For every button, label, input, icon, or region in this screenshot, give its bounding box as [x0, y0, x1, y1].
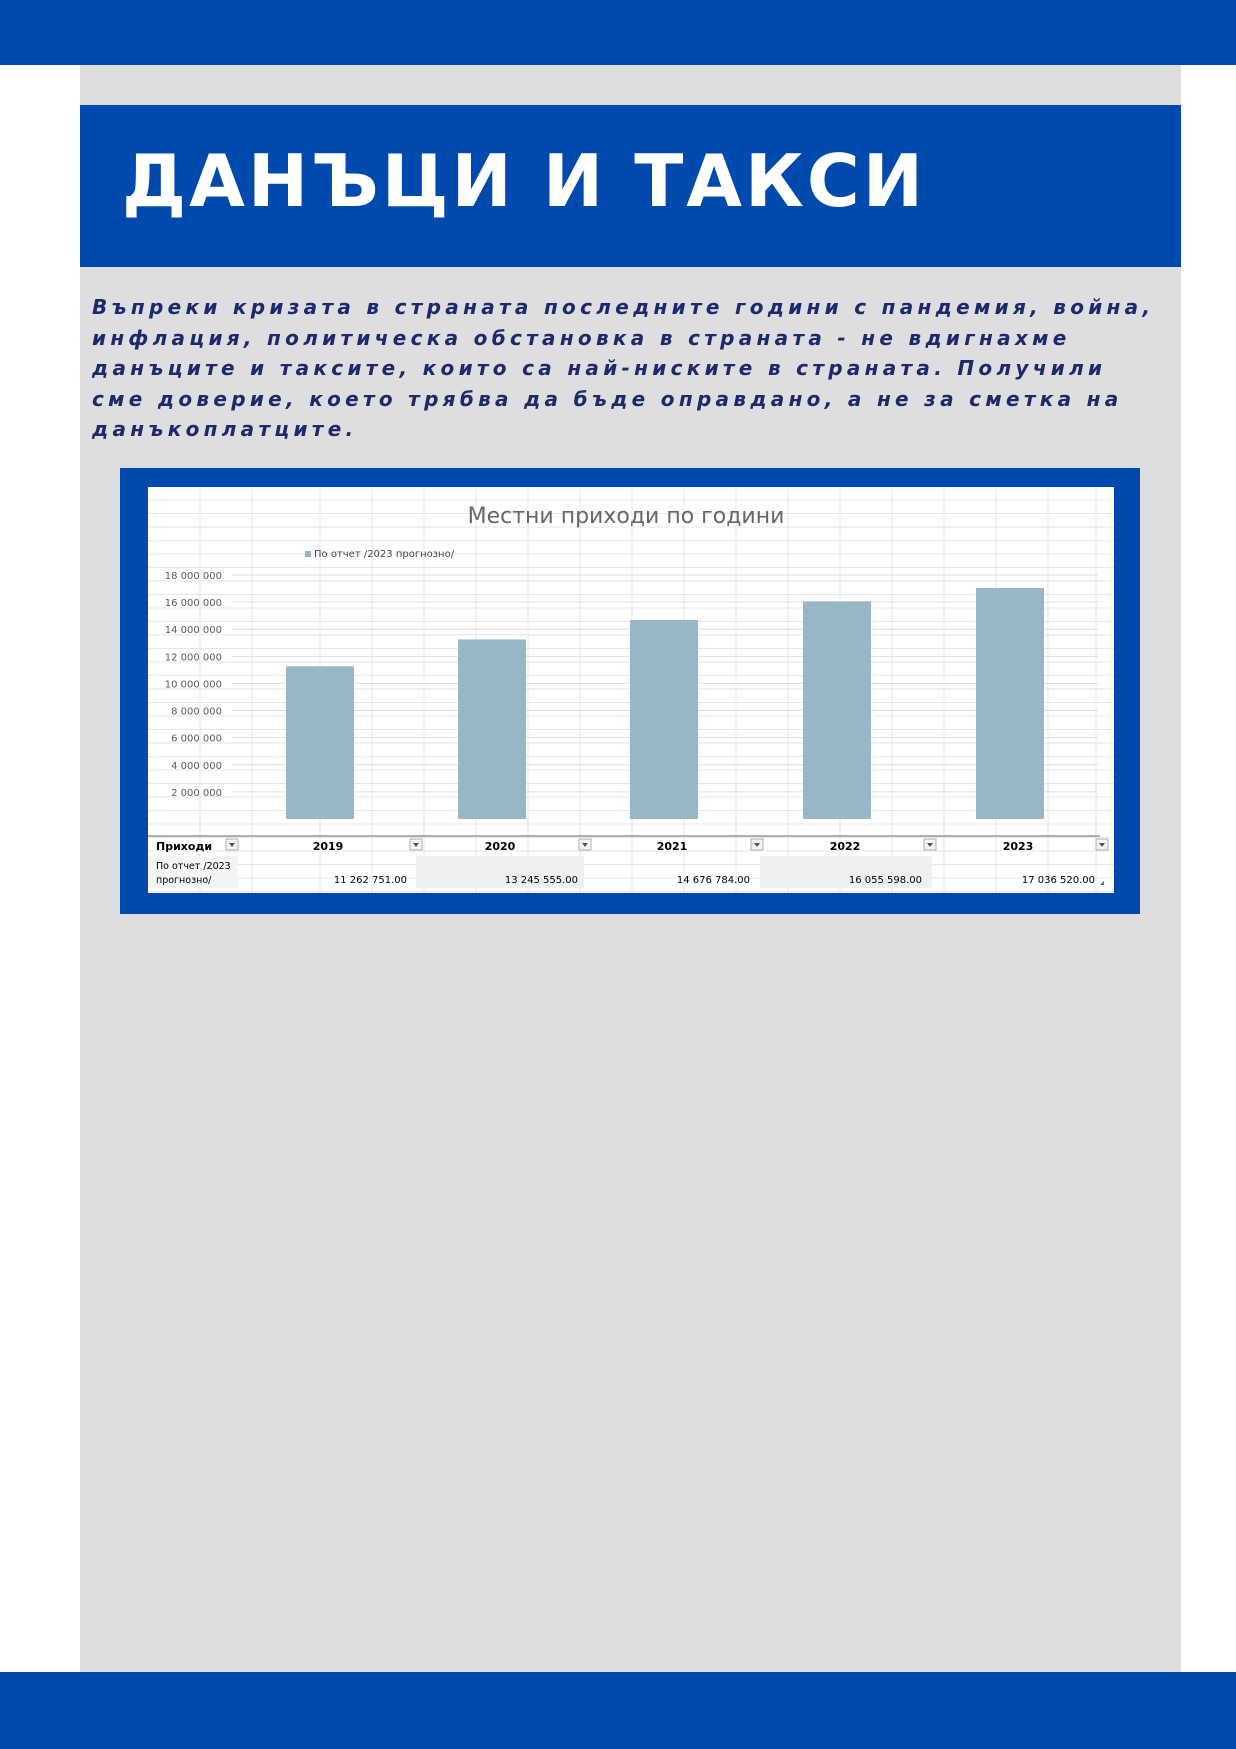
- chart-frame: [120, 468, 1140, 914]
- intro-paragraph: Въпреки кризата в страната последните години с пандемия, война, инфлация, политическа обстановка в страната - не вдигнахме данъците и таксите, които са най-ниските в страната. Получили сме доверие, което трябва да бъде оправдано, а не за сметка на данъкоплатците.: [92, 295, 1155, 441]
- y-tick-label: 14 000 000: [164, 625, 222, 637]
- top-band: [0, 0, 1236, 65]
- y-tick-label: 12 000 000: [164, 652, 222, 664]
- table-value-2021: 14 676 784.00: [676, 875, 750, 886]
- y-tick-label: 16 000 000: [164, 598, 222, 610]
- table-year-header: 2019: [312, 840, 344, 853]
- y-tick-label: 8 000 000: [171, 706, 222, 718]
- table-value-2023: 17 036 520.00: [1021, 875, 1095, 886]
- table-value-2022: 16 055 598.00: [848, 875, 922, 886]
- table-row-label: По отчет /2023: [156, 861, 231, 872]
- table-value-2019: 11 262 751.00: [333, 875, 407, 886]
- page-title: ДАНЪЦИ И ТАКСИ: [122, 139, 926, 223]
- y-tick-label: 2 000 000: [171, 787, 222, 799]
- table-year-header: 2021: [656, 840, 688, 853]
- bar-2023: [976, 588, 1044, 819]
- bar-2021: [630, 620, 698, 819]
- chart-title: Местни приходи по години: [467, 504, 785, 529]
- legend-swatch: [305, 551, 311, 557]
- y-axis-ticks: [165, 571, 222, 799]
- table-header-label: Приходи: [156, 840, 213, 853]
- y-tick-label: 10 000 000: [164, 679, 222, 691]
- y-tick-label: 4 000 000: [171, 760, 222, 772]
- y-tick-label: 18 000 000: [164, 571, 222, 582]
- bar-2020: [458, 639, 526, 819]
- title-banner: [80, 105, 1181, 267]
- table-row-label: прогнозно/: [156, 875, 212, 886]
- revenue-chart: [148, 487, 1114, 893]
- bottom-band: [0, 1672, 1236, 1749]
- bar-2019: [286, 666, 354, 819]
- y-tick-label: 6 000 000: [171, 733, 222, 745]
- bar-2022: [803, 601, 871, 819]
- table-year-header: 2022: [829, 840, 861, 853]
- table-value-2020: 13 245 555.00: [504, 875, 578, 886]
- table-year-header: 2020: [484, 840, 516, 853]
- legend-label: По отчет /2023 прогнозно/: [314, 549, 455, 560]
- table-year-header: 2023: [1002, 840, 1034, 853]
